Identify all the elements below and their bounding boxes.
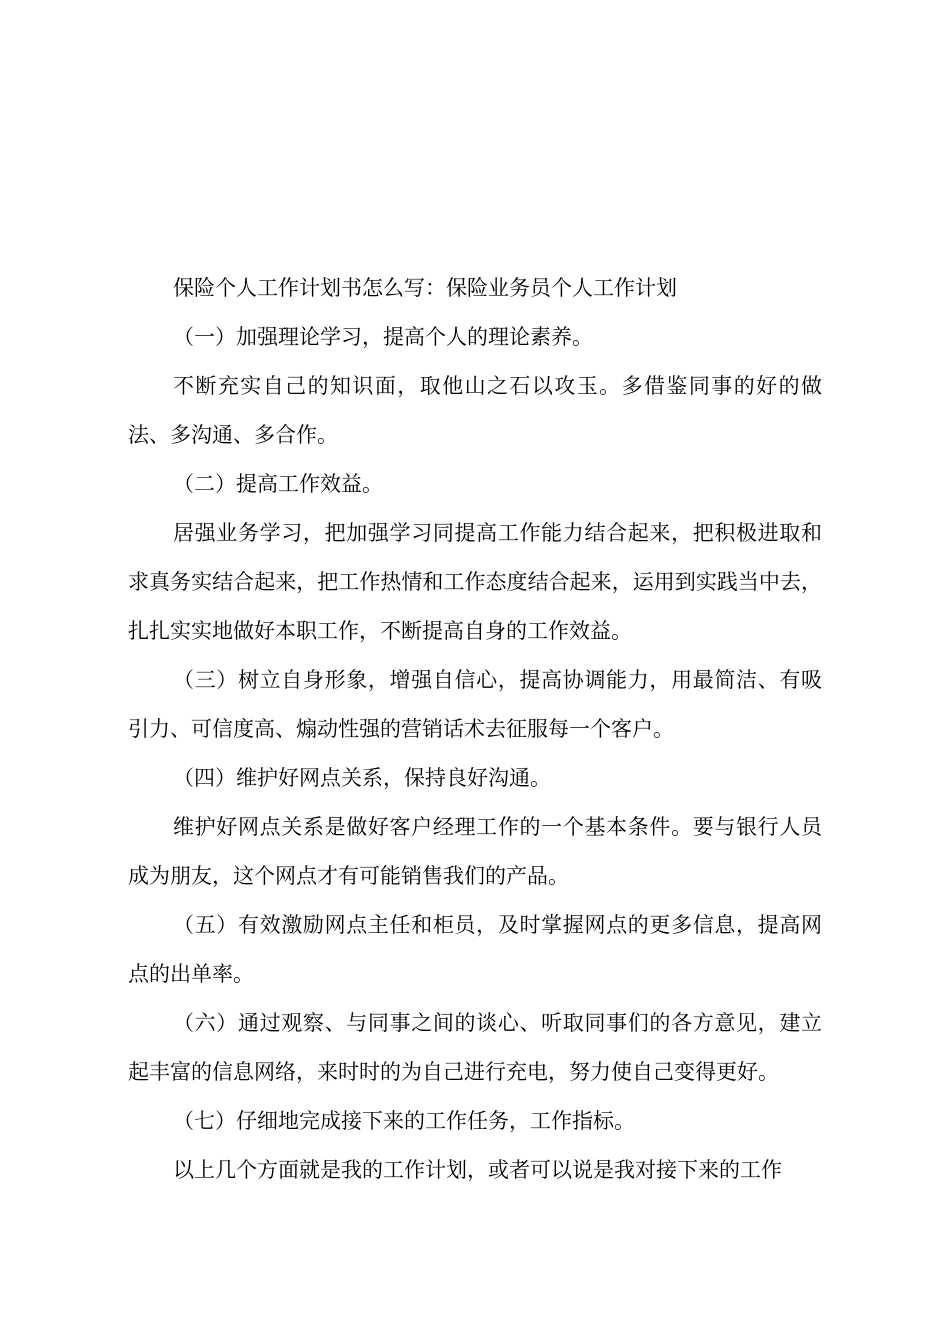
document-body: [128, 264, 822, 1195]
section-heading-6: （六）通过观察、与同事之间的谈心、听取同事们的各方意见，建立起丰富的信息网络，来时时的为自己进行充电，努力使自己变得更好。: [128, 1011, 822, 1084]
paragraph: 居强业务学习，把加强学习同提高工作能力结合起来，把积极进取和求真务实结合起来，把工作热情和工作态度结合起来，运用到实践当中去，扎扎实实地做好本职工作，不断提高自身的工作效益。: [128, 521, 822, 643]
section-heading-3: （三）树立自身形象，增强自信心，提高协调能力，用最简洁、有吸引力、可信度高、煽动性强的营销话术去征服每一个客户。: [128, 668, 822, 741]
section-heading-7: （七）仔细地完成接下来的工作任务，工作指标。: [173, 1109, 635, 1133]
paragraph: 维护好网点关系是做好客户经理工作的一个基本条件。要与银行人员成为朋友，这个网点才有可能销售我们的产品。: [128, 815, 822, 888]
section-heading-4: （四）维护好网点关系，保持良好沟通。: [173, 766, 551, 790]
document-title: 保险个人工作计划书怎么写：保险业务员个人工作计划: [173, 276, 677, 300]
section-heading-5: （五）有效激励网点主任和柜员，及时掌握网点的更多信息，提高网点的出单率。: [128, 913, 822, 986]
paragraph: 以上几个方面就是我的工作计划，或者可以说是我对接下来的工作: [173, 1158, 782, 1182]
paragraph: 不断充实自己的知识面，取他山之石以攻玉。多借鉴同事的好的做法、多沟通、多合作。: [128, 374, 822, 447]
section-heading-2: （二）提高工作效益。: [173, 472, 383, 496]
section-heading-1: （一）加强理论学习，提高个人的理论素养。: [173, 325, 593, 349]
